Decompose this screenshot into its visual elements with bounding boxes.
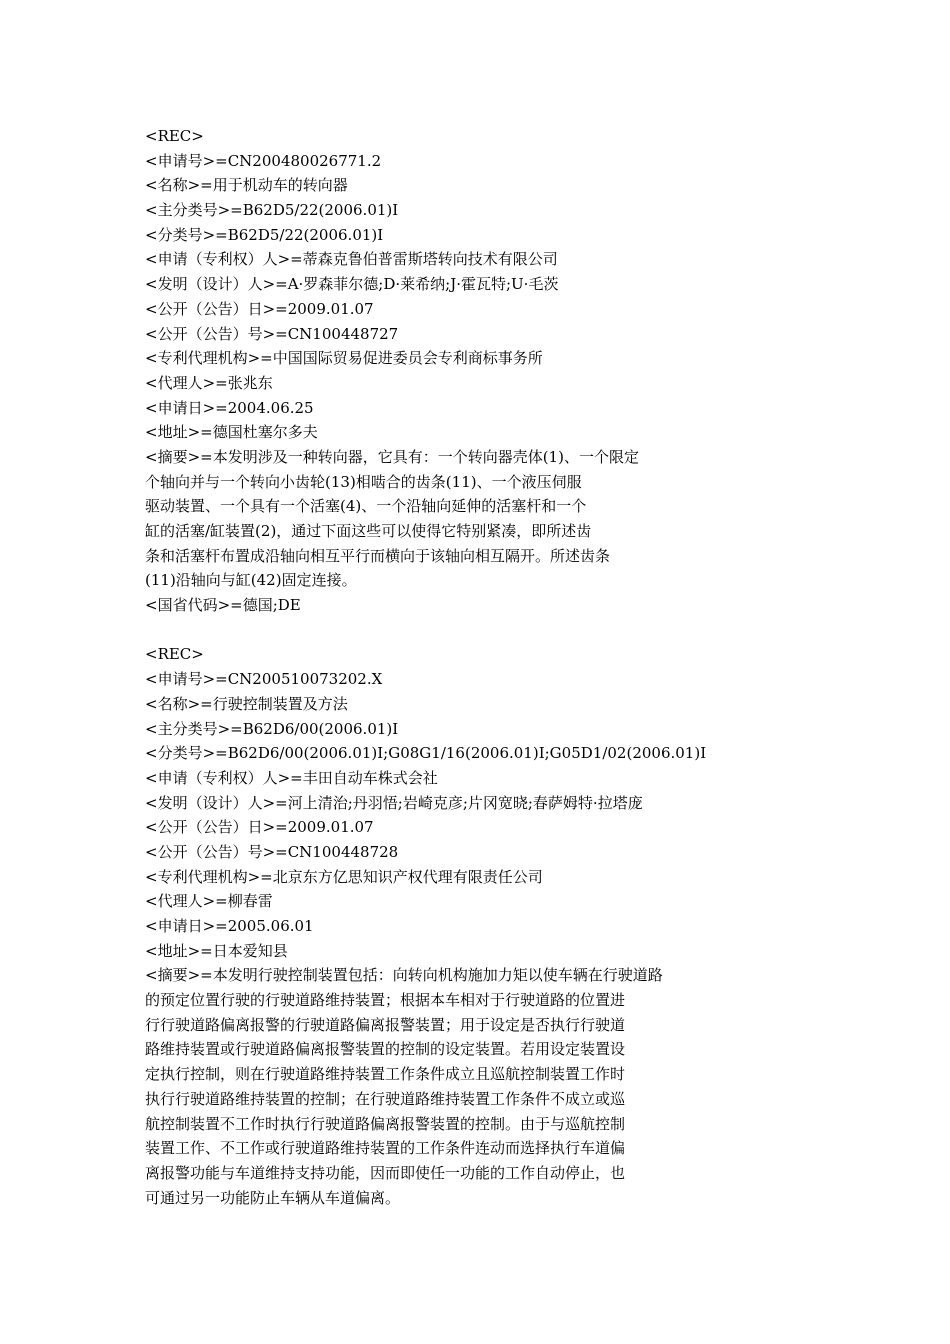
publication-date: <公开（公告）日>=2009.01.07 (145, 299, 374, 318)
abstract-line: 执行行驶道路维持装置的控制；在行驶道路维持装置工作条件不成立或巡 (145, 1089, 626, 1108)
patent-title: <名称>=行驶控制装置及方法 (145, 694, 348, 713)
applicant: <申请（专利权）人>=丰田自动车株式会社 (145, 768, 438, 787)
abstract-line: 的预定位置行驶的行驶道路维持装置；根据本车相对于行驶道路的位置进 (145, 991, 626, 1010)
address: <地址>=德国杜塞尔多夫 (145, 423, 318, 442)
rec-marker: <REC> (145, 645, 204, 664)
application-number: <申请号>=CN200480026771.2 (145, 151, 382, 170)
patent-agent: <代理人>=张兆东 (145, 373, 273, 392)
abstract-line: 装置工作、不工作或行驶道路维持装置的工作条件连动而选择执行车道偏 (145, 1139, 626, 1158)
abstract-line: 个轴向并与一个转向小齿轮(13)相啮合的齿条(11)、一个液压伺服 (145, 472, 582, 491)
abstract-line: 定执行控制，则在行驶道路维持装置工作条件成立且巡航控制装置工作时 (145, 1065, 626, 1084)
abstract-line: <摘要>=本发明涉及一种转向器，它具有：一个转向器壳体(1)、一个限定 (145, 447, 639, 466)
abstract-line: <摘要>=本发明行驶控制装置包括：向转向机构施加力矩以使车辆在行驶道路 (145, 966, 663, 985)
main-classification: <主分类号>=B62D5/22(2006.01)I (145, 201, 399, 220)
inventor: <发明（设计）人>=河上清治;丹羽悟;岩崎克彦;片冈宽晓;春萨姆特·拉塔庞 (145, 793, 643, 812)
document-page (145, 124, 865, 1210)
classification: <分类号>=B62D6/00(2006.01)I;G08G1/16(2006.01)I;G05D1/02(2006.01)I (145, 744, 707, 763)
rec-marker: <REC> (145, 127, 204, 145)
patent-record-2 (145, 642, 865, 1210)
address: <地址>=日本爱知县 (145, 941, 288, 960)
abstract-line: (11)沿轴向与缸(42)固定连接。 (145, 571, 357, 590)
abstract-line: 航控制装置不工作时执行行驶道路偏离报警装置的控制。由于与巡航控制 (145, 1114, 626, 1133)
classification: <分类号>=B62D5/22(2006.01)I (145, 225, 384, 244)
main-classification: <主分类号>=B62D6/00(2006.01)I (145, 719, 399, 738)
application-number: <申请号>=CN200510073202.X (145, 670, 383, 689)
abstract (145, 963, 865, 1210)
publication-number: <公开（公告）号>=CN100448727 (145, 324, 399, 343)
patent-agency: <专利代理机构>=北京东方亿思知识产权代理有限责任公司 (145, 867, 543, 886)
patent-agent: <代理人>=柳春雷 (145, 892, 273, 911)
patent-record-1 (145, 124, 865, 618)
applicant: <申请（专利权）人>=蒂森克鲁伯普雷斯塔转向技术有限公司 (145, 250, 558, 269)
application-date: <申请日>=2004.06.25 (145, 398, 314, 417)
abstract-line: 可通过另一功能防止车辆从车道偏离。 (145, 1188, 401, 1207)
inventor: <发明（设计）人>=A·罗森菲尔德;D·莱希纳;J·霍瓦特;U·毛茨 (145, 275, 559, 294)
application-date: <申请日>=2005.06.01 (145, 917, 314, 935)
patent-agency: <专利代理机构>=中国国际贸易促进委员会专利商标事务所 (145, 349, 543, 368)
publication-date: <公开（公告）日>=2009.01.07 (145, 818, 374, 837)
publication-number: <公开（公告）号>=CN100448728 (145, 842, 399, 861)
patent-title: <名称>=用于机动车的转向器 (145, 176, 348, 195)
country-code: <国省代码>=德国;DE (145, 596, 301, 615)
abstract-line: 条和活塞杆布置成沿轴向相互平行而横向于该轴向相互隔开。所述齿条 (145, 546, 611, 565)
abstract-line: 离报警功能与车道维持支持功能，因而即使任一功能的工作自动停止，也 (145, 1163, 626, 1182)
abstract-line: 缸的活塞/缸装置(2)，通过下面这些可以使得它特别紧凑，即所述齿 (145, 522, 592, 540)
abstract-line: 行行驶道路偏离报警的行驶道路偏离报警装置；用于设定是否执行行驶道 (145, 1015, 626, 1034)
abstract (145, 445, 865, 593)
abstract-line: 驱动装置、一个具有一个活塞(4)、一个沿轴向延伸的活塞杆和一个 (145, 497, 587, 516)
abstract-line: 路维持装置或行驶道路偏离报警装置的控制的设定装置。若用设定装置设 (145, 1040, 626, 1059)
